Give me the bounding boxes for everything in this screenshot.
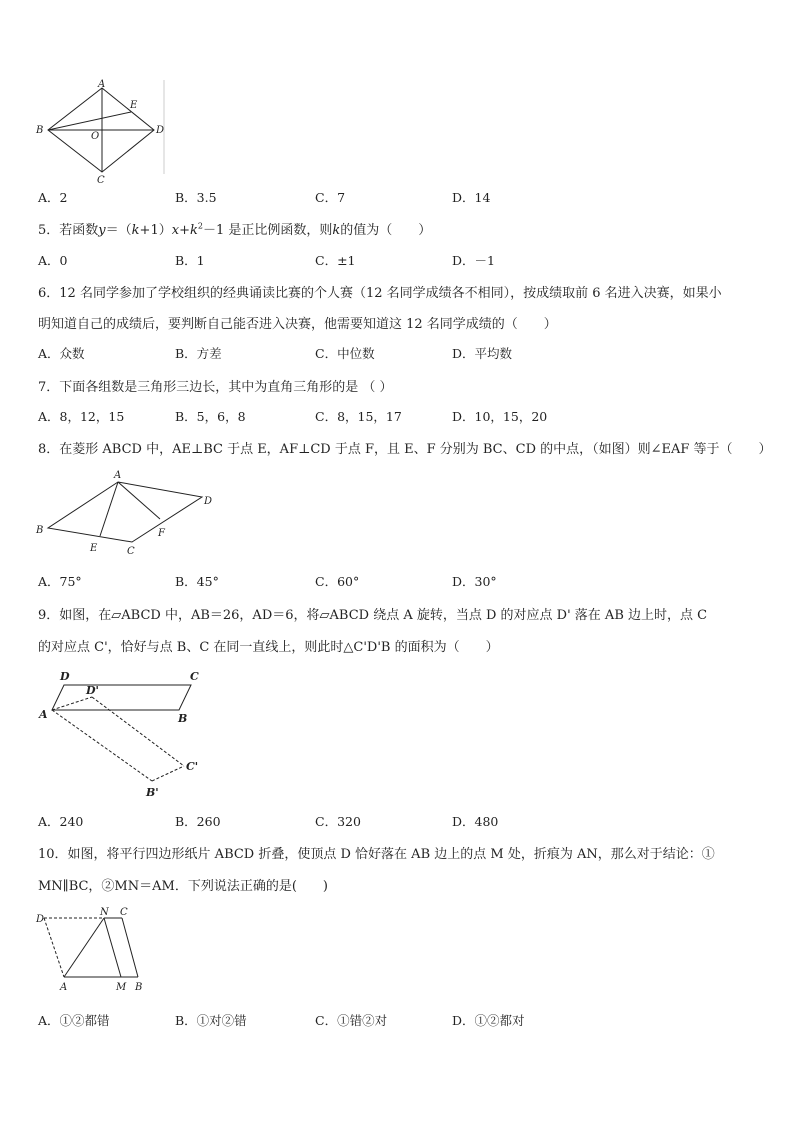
q4-label-a: A (98, 79, 106, 90)
q5-text-4: + (179, 223, 190, 238)
q10-label-m: M (116, 982, 127, 993)
q7-option-a[interactable]: A．8，12，15 (38, 409, 125, 424)
q10-option-d[interactable]: D．①②都对 (452, 1013, 525, 1028)
q6-option-a[interactable]: A．众数 (38, 346, 85, 361)
q10-option-b[interactable]: B．①对②错 (175, 1013, 247, 1028)
q7-option-b[interactable]: B．5，6，8 (175, 409, 246, 424)
q5-question (38, 219, 431, 238)
q9-option-b[interactable]: B．260 (175, 814, 221, 829)
q10-label-c: C (120, 907, 128, 918)
q9-label-c: C (190, 670, 199, 683)
q9-label-d-prime: D' (86, 684, 99, 697)
q4-label-b: B (36, 125, 44, 136)
q6-question-line2: 明知道自己的成绩后，要判断自己能否进入决赛，他需要知道这 12 名同学成绩的（ ） (38, 317, 557, 332)
q10-option-c[interactable]: C．①错②对 (315, 1013, 388, 1028)
q9-label-b: B (178, 712, 188, 725)
q5-option-b[interactable]: B．1 (175, 253, 205, 268)
q5-var-y: y (98, 223, 106, 238)
q8-option-c[interactable]: C．60° (315, 574, 360, 589)
q9-parallelogram-figure (34, 668, 234, 803)
q5-var-k2: k (189, 223, 198, 238)
q10-question-line2: MN∥BC，②MN＝AM．下列说法正确的是( ) (38, 879, 328, 894)
q4-label-c: C (97, 175, 105, 186)
q4-option-d[interactable]: D．14 (452, 190, 491, 205)
q7-question: 7．下面各组数是三角形三边长，其中为直角三角形的是 （ ） (38, 380, 393, 395)
q5-exponent: 2 (197, 221, 203, 231)
q5-var-k: k (131, 223, 140, 238)
q5-var-k3: k (332, 223, 341, 238)
q10-fold-figure (34, 905, 194, 997)
q10-label-a: A (60, 982, 68, 993)
q8-label-f: F (158, 528, 165, 539)
q10-label-d: D (36, 914, 45, 925)
q4-label-e: E (130, 100, 138, 111)
q8-label-d: D (204, 496, 213, 507)
q4-option-a[interactable]: A．2 (38, 190, 68, 205)
q4-option-c[interactable]: C．7 (315, 190, 346, 205)
q6-option-d[interactable]: D．平均数 (452, 346, 513, 361)
q9-option-c[interactable]: C．320 (315, 814, 361, 829)
q8-question: 8．在菱形 ABCD 中，AE⊥BC 于点 E，AF⊥CD 于点 F，且 E、F 分别为 BC、CD 的中点，（如图）则∠EAF 等于（ ） (38, 442, 772, 457)
q5-text-5: －1 是正比例函数，则 (202, 223, 333, 238)
q4-rhombus-figure (34, 78, 174, 186)
q10-option-a[interactable]: A．①②都错 (38, 1013, 110, 1028)
q5-text-2: ＝（ (105, 223, 132, 238)
q9-label-d: D (60, 670, 70, 683)
q6-option-c[interactable]: C．中位数 (315, 346, 375, 361)
q8-option-b[interactable]: B．45° (175, 574, 219, 589)
q10-question-line1: 10．如图，将平行四边形纸片 ABCD 折叠，使顶点 D 恰好落在 AB 边上的点 M 处，折痕为 AN，那么对于结论：① (38, 847, 715, 862)
q5-text-6: 的值为（ ） (340, 223, 432, 238)
q5-text-1: 5．若函数 (38, 223, 99, 238)
q9-label-b-prime: B' (146, 786, 159, 799)
q8-rhombus-figure (34, 466, 234, 566)
q4-label-o: O (91, 131, 100, 142)
q5-option-c[interactable]: C．±1 (315, 253, 356, 268)
q8-label-a: A (114, 470, 122, 481)
q8-label-b: B (36, 525, 44, 536)
q7-option-c[interactable]: C．8，15，17 (315, 409, 402, 424)
q4-label-d: D (156, 125, 165, 136)
q10-label-n: N (100, 907, 109, 918)
q5-option-a[interactable]: A．0 (38, 253, 68, 268)
q9-option-d[interactable]: D．480 (452, 814, 499, 829)
q9-label-a: A (39, 708, 48, 721)
q5-option-d[interactable]: D．－1 (452, 253, 495, 268)
q8-label-e: E (90, 543, 98, 554)
q5-var-x: x (171, 223, 180, 238)
q7-option-d[interactable]: D．10，15，20 (452, 409, 548, 424)
q6-question-line1: 6．12 名同学参加了学校组织的经典诵读比赛的个人赛（12 名同学成绩各不相同），按成绩取前 6 名进入决赛，如果小 (38, 286, 722, 301)
q6-option-b[interactable]: B．方差 (175, 346, 222, 361)
q9-label-c-prime: C' (186, 760, 199, 773)
q5-text-3: +1） (139, 223, 172, 238)
q10-label-b: B (135, 982, 143, 993)
q8-option-a[interactable]: A．75° (38, 574, 82, 589)
q9-question-line2: 的对应点 C'，恰好与点 B、C 在同一直线上，则此时△C'D'B 的面积为（ ） (38, 640, 499, 655)
q4-option-b[interactable]: B．3.5 (175, 190, 217, 205)
q8-option-d[interactable]: D．30° (452, 574, 497, 589)
q9-option-a[interactable]: A．240 (38, 814, 84, 829)
q9-question-line1: 9．如图，在▱ABCD 中，AB＝26，AD＝6，将▱ABCD 绕点 A 旋转，当点 D 的对应点 D' 落在 AB 边上时，点 C (38, 608, 708, 623)
q8-label-c: C (127, 546, 135, 557)
